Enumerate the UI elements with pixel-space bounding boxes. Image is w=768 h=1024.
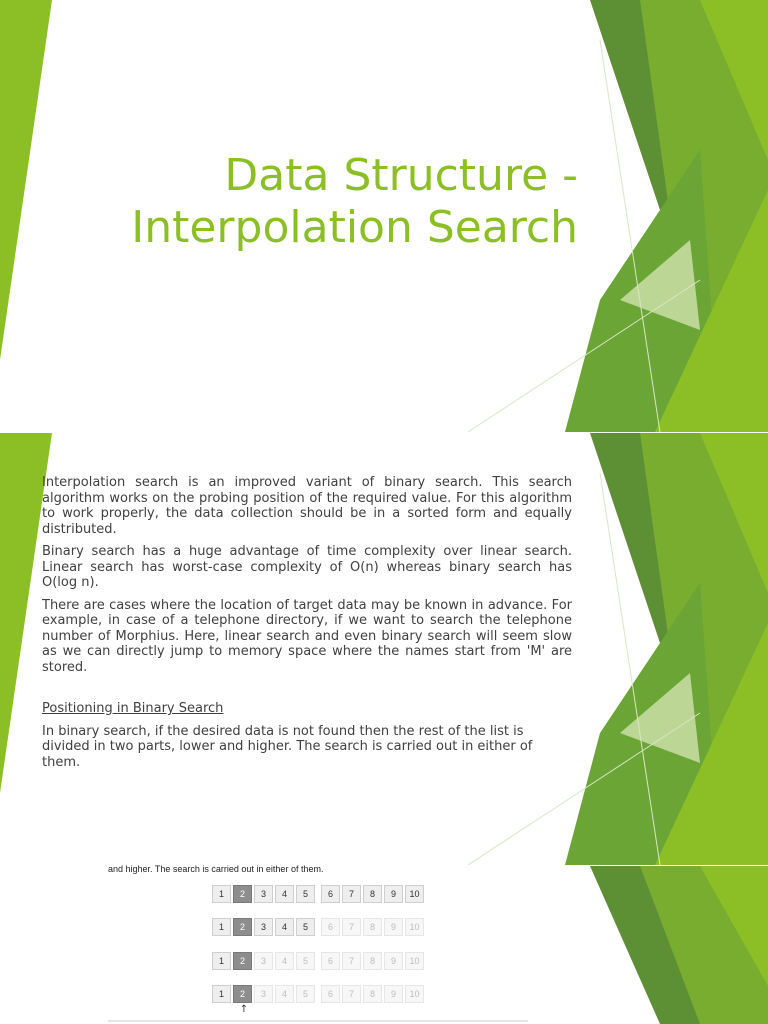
array-cell: 10 (405, 952, 424, 970)
array-row-4 (212, 985, 426, 1003)
array-cell: 8 (363, 985, 382, 1003)
array-cell: 5 (296, 952, 315, 970)
paragraph-intro: Interpolation search is an improved variant of binary search. This search algorithm works on the probing position of the required value. For this algorithm to work properly, the data collection should be in a sorted form and equally distributed. (42, 475, 572, 537)
array-cell: 4 (275, 885, 294, 903)
title-line-1: Data Structure - (224, 150, 578, 201)
slide-1 (0, 0, 768, 432)
array-cell: 9 (384, 918, 403, 936)
array-cell: 1 (212, 985, 231, 1003)
array-cell: 6 (321, 885, 340, 903)
array-cell: 5 (296, 918, 315, 936)
array-cell: 10 (405, 985, 424, 1003)
array-cell: 7 (342, 918, 361, 936)
subheading-positioning: Positioning in Binary Search (42, 701, 224, 716)
array-cell: 2 (233, 918, 252, 936)
array-cell: 4 (275, 952, 294, 970)
faded-text-line (108, 1020, 528, 1022)
array-row-2 (212, 918, 426, 936)
array-cell: 6 (321, 952, 340, 970)
array-row-3 (212, 952, 426, 970)
title-line-2: Interpolation Search (131, 202, 578, 253)
array-cell: 7 (342, 885, 361, 903)
array-cell: 10 (405, 885, 424, 903)
array-cell: 7 (342, 952, 361, 970)
array-cell: 9 (384, 885, 403, 903)
array-cell: 3 (254, 918, 273, 936)
array-cell: 3 (254, 952, 273, 970)
array-cell: 4 (275, 985, 294, 1003)
slide-title (131, 150, 578, 254)
array-row-1 (212, 885, 426, 903)
slide-3-caption: and higher. The search is carried out in either of them. (108, 864, 324, 874)
array-cell: 1 (212, 885, 231, 903)
paragraph-use-case: There are cases where the location of target data may be known in advance. For example, in case of a telephone directory, if we want to search the telephone number of Morphius. Here, linear search and even binary search will seem slow as we can directly jump to memory space where the names start from 'M' are stored. (42, 597, 572, 675)
array-cell: 8 (363, 918, 382, 936)
array-cell: 5 (296, 885, 315, 903)
array-cell: 1 (212, 952, 231, 970)
slide-2-body (42, 475, 572, 777)
array-cell: 10 (405, 918, 424, 936)
array-cell: 2 (233, 985, 252, 1003)
array-cell: 7 (342, 985, 361, 1003)
array-cell: 9 (384, 985, 403, 1003)
paragraph-binary-split: In binary search, if the desired data is not found then the rest of the list is divided in two parts, lower and higher. The search is carried out in either of them. (42, 723, 533, 770)
array-cell: 8 (363, 885, 382, 903)
array-cell: 4 (275, 918, 294, 936)
array-cell: 1 (212, 918, 231, 936)
array-cell: 3 (254, 885, 273, 903)
array-cell: 6 (321, 918, 340, 936)
array-cell: 3 (254, 985, 273, 1003)
paragraph-complexity: Binary search has a huge advantage of time complexity over linear search. Linear search has worst-case complexity of O(n) whereas binary search has O(log n). (42, 544, 572, 590)
arrow-up-icon: ↑ (239, 1004, 249, 1015)
array-cell: 9 (384, 952, 403, 970)
array-cell: 2 (233, 885, 252, 903)
array-cell: 2 (233, 952, 252, 970)
array-cell: 8 (363, 952, 382, 970)
array-cell: 6 (321, 985, 340, 1003)
array-cell: 5 (296, 985, 315, 1003)
